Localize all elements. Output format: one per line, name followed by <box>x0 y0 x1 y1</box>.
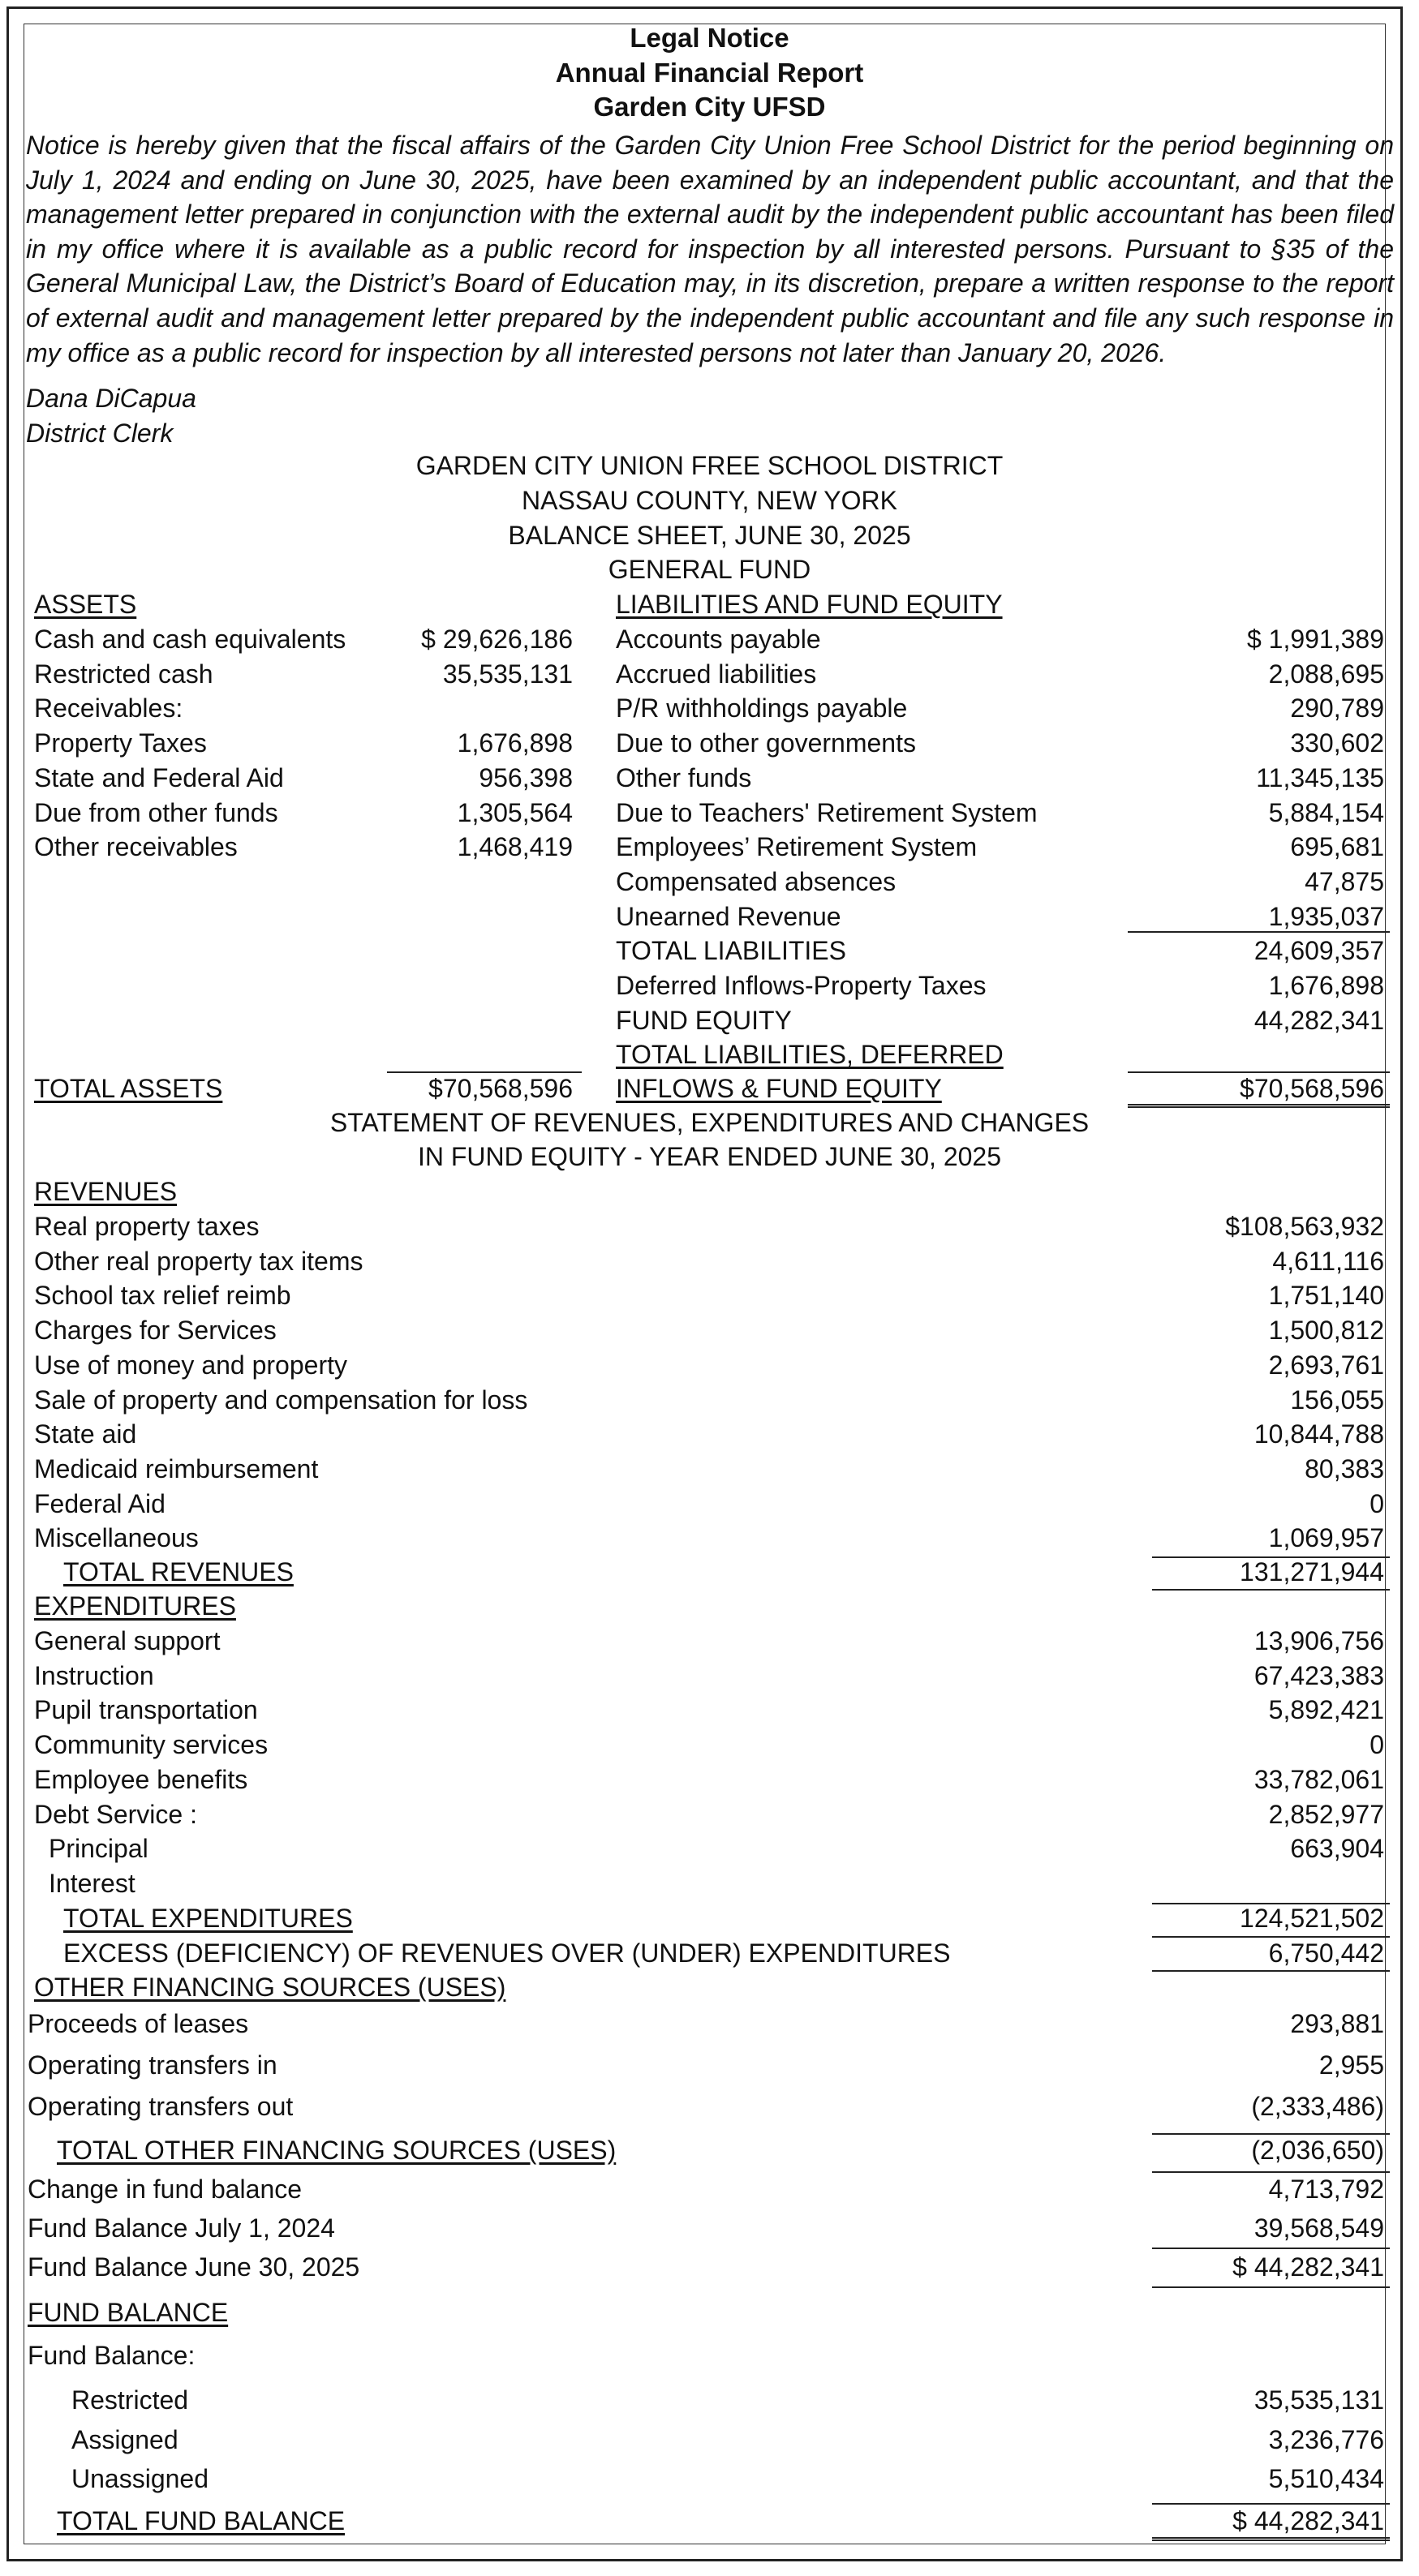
ofs-row-label: Operating transfers out <box>28 2092 294 2121</box>
excess-label: EXCESS (DEFICIENCY) OF REVENUES OVER (UNDER) EXPENDITURES <box>63 1938 951 1968</box>
liability-row-label: Deferred Inflows-Property Taxes <box>616 971 987 1000</box>
fb-end-label: Fund Balance June 30, 2025 <box>28 2252 360 2282</box>
liability-row-value: 11,345,135 <box>1256 762 1384 792</box>
liability-row-value: 330,602 <box>1290 728 1384 758</box>
expenditure-row-value: 2,852,977 <box>1268 1799 1384 1829</box>
asset-row-value: 956,398 <box>479 762 573 792</box>
total-liab-value: $70,568,596 <box>1240 1074 1384 1103</box>
liability-row-value: 24,609,357 <box>1253 936 1384 966</box>
change-value: 4,713,792 <box>1268 2175 1384 2204</box>
asset-row-value: $ 29,626,186 <box>421 625 573 654</box>
expenditure-row-value: 5,892,421 <box>1268 1695 1384 1725</box>
fb-begin-value: 39,568,549 <box>1253 2213 1384 2243</box>
liability-row-value: 44,282,341 <box>1253 1005 1384 1035</box>
bs-title-district: GARDEN CITY UNION FREE SCHOOL DISTRICT <box>415 451 1004 480</box>
fb-end-bottom-rule <box>1152 2286 1390 2288</box>
liabilities-subtotal-rule <box>1128 931 1390 933</box>
fund-balance-row-value: 5,510,434 <box>1268 2464 1384 2493</box>
signer-name: Dana DiCapua <box>26 384 196 413</box>
revenue-row-value: $108,563,932 <box>1225 1212 1384 1241</box>
fund-balance-row-value: 3,236,776 <box>1268 2424 1384 2454</box>
revenue-row-value: 1,500,812 <box>1268 1316 1384 1346</box>
notice-title: Legal Notice <box>630 23 789 53</box>
asset-row-value: 1,676,898 <box>457 728 573 758</box>
revenue-row-label: Medicaid reimbursement <box>34 1453 319 1483</box>
expenditure-row-label: Interest <box>49 1868 135 1898</box>
liability-row-value: 5,884,154 <box>1268 797 1384 827</box>
bs-title-date: BALANCE SHEET, JUNE 30, 2025 <box>508 521 911 550</box>
expenditure-row-value: 13,906,756 <box>1253 1626 1384 1655</box>
revenue-row-value: 156,055 <box>1290 1385 1384 1415</box>
asset-row-label: State and Federal Aid <box>34 762 284 792</box>
fund-balance-subheading: Fund Balance: <box>28 2341 196 2370</box>
asset-row-label: Due from other funds <box>34 797 278 827</box>
total-expenditures-value: 124,521,502 <box>1240 1904 1384 1933</box>
liability-row-value: 290,789 <box>1290 693 1384 723</box>
liability-row-label: P/R withholdings payable <box>616 693 908 723</box>
total-fund-balance-label: TOTAL FUND BALANCE <box>57 2506 346 2535</box>
fund-balance-double-rule <box>1152 2537 1390 2541</box>
revenue-row-value: 1,069,957 <box>1268 1523 1384 1553</box>
fb-end-rule <box>1152 2248 1390 2249</box>
liability-row-value: 2,088,695 <box>1268 659 1384 689</box>
liability-row-label: Accrued liabilities <box>616 659 817 689</box>
expenditure-row-label: General support <box>34 1626 221 1655</box>
total-liab-label-line1: TOTAL LIABILITIES, DEFERRED <box>616 1040 1004 1069</box>
total-expenditures-label: TOTAL EXPENDITURES <box>63 1904 353 1933</box>
liability-row-value: 1,935,037 <box>1268 901 1384 931</box>
revenue-row-label: Federal Aid <box>34 1488 166 1518</box>
liabilities-heading: LIABILITIES AND FUND EQUITY <box>616 590 1003 619</box>
ofs-row-value: 2,955 <box>1318 2050 1384 2080</box>
revenue-row-label: Miscellaneous <box>34 1523 199 1553</box>
total-fund-balance-value: $ 44,282,341 <box>1232 2506 1384 2535</box>
excess-bottom-rule <box>1152 1970 1390 1972</box>
expenditure-row-value: 33,782,061 <box>1253 1764 1384 1794</box>
total-assets-value: $70,568,596 <box>428 1074 573 1103</box>
total-revenues-label: TOTAL REVENUES <box>63 1557 294 1586</box>
total-ofs-value: (2,036,650) <box>1251 2136 1384 2165</box>
ofs-row-label: Operating transfers in <box>28 2050 277 2080</box>
asset-row-label: Receivables: <box>34 693 183 723</box>
revenue-row-label: Sale of property and compensation for loss <box>34 1385 528 1415</box>
expenditure-row-label: Employee benefits <box>34 1764 248 1794</box>
liability-row-label: Employees’ Retirement System <box>616 832 978 862</box>
asset-row-label: Cash and cash equivalents <box>34 625 346 654</box>
revenues-heading: REVENUES <box>34 1177 178 1206</box>
liability-row-value: 695,681 <box>1290 832 1384 862</box>
signer-title: District Clerk <box>26 419 174 448</box>
expenditure-row-label: Instruction <box>34 1660 154 1690</box>
change-label: Change in fund balance <box>28 2175 303 2204</box>
expenditure-row-value: 663,904 <box>1290 1834 1384 1864</box>
liability-row-label: Accounts payable <box>616 625 821 654</box>
liability-row-label: Due to Teachers' Retirement System <box>616 797 1038 827</box>
fund-balance-row-label: Unassigned <box>71 2464 209 2493</box>
ofs-row-value: (2,333,486) <box>1251 2092 1384 2121</box>
revenue-row-value: 1,751,140 <box>1268 1281 1384 1311</box>
statement-title-2: IN FUND EQUITY - YEAR ENDED JUNE 30, 2025 <box>417 1142 1001 1171</box>
bs-title-county: NASSAU COUNTY, NEW YORK <box>522 486 897 515</box>
total-liab-label-line2: INFLOWS & FUND EQUITY <box>616 1074 942 1103</box>
asset-row-value: 1,305,564 <box>457 797 573 827</box>
report-title: Annual Financial Report <box>555 58 864 88</box>
liability-row-label: Compensated absences <box>616 866 897 896</box>
asset-row-value: 1,468,419 <box>457 832 573 862</box>
revenue-row-value: 10,844,788 <box>1253 1419 1384 1449</box>
statement-title-1: STATEMENT OF REVENUES, EXPENDITURES AND CHANGES <box>329 1108 1090 1137</box>
liability-row-label: Due to other governments <box>616 728 916 758</box>
ofs-row-value: 293,881 <box>1290 2009 1384 2038</box>
assets-heading: ASSETS <box>34 590 137 619</box>
revenue-row-label: Charges for Services <box>34 1316 277 1346</box>
liability-row-label: TOTAL LIABILITIES <box>616 936 846 966</box>
liability-row-value: 1,676,898 <box>1268 971 1384 1000</box>
notice-paragraph: Notice is hereby given that the fiscal affairs of the Garden City Union Free School District for the period beginning on July 1, 2024 and ending on June 30, 2025, have been examined by an independent public accountant, and that the management letter prepared in conjunction with the external audit by the independent public accountant has been filed in my office where it is available as a public record for inspection by all interested persons. Pursuant to §35 of the General Municipal Law, the District’s Board of Education may, in its discretion, prepare a written response to the report of external audit and management letter prepared by the independent public accountant and file any such response in my office as a public record for inspection by all interested persons not later than January 20, 2026. <box>26 131 1394 367</box>
district-title: Garden City UFSD <box>593 92 826 122</box>
asset-row-label: Property Taxes <box>34 728 207 758</box>
liability-row-label: Unearned Revenue <box>616 901 841 931</box>
fb-end-value: $ 44,282,341 <box>1232 2252 1384 2282</box>
asset-row-value: 35,535,131 <box>442 659 573 689</box>
total-ofs-label: TOTAL OTHER FINANCING SOURCES (USES) <box>57 2136 617 2165</box>
expenditure-row-value: 67,423,383 <box>1253 1660 1384 1690</box>
revenue-row-label: Other real property tax items <box>34 1246 363 1276</box>
fund-balance-heading: FUND BALANCE <box>28 2298 229 2327</box>
asset-row-label: Other receivables <box>34 832 238 862</box>
revenue-row-label: School tax relief reimb <box>34 1281 291 1311</box>
excess-value: 6,750,442 <box>1268 1938 1384 1968</box>
total-assets-label: TOTAL ASSETS <box>34 1074 223 1103</box>
revenue-row-label: Use of money and property <box>34 1350 347 1380</box>
expenditure-row-label: Principal <box>49 1834 148 1864</box>
asset-row-label: Restricted cash <box>34 659 213 689</box>
ofs-row-label: Proceeds of leases <box>28 2009 249 2038</box>
expenditure-row-value: 0 <box>1370 1730 1384 1760</box>
liability-row-label: FUND EQUITY <box>616 1005 792 1035</box>
liability-row-value: 47,875 <box>1305 866 1384 896</box>
fund-balance-row-label: Restricted <box>71 2385 189 2415</box>
liability-row-value: $ 1,991,389 <box>1246 625 1384 654</box>
ofs-heading: OTHER FINANCING SOURCES (USES) <box>34 1973 506 2002</box>
fund-balance-row-value: 35,535,131 <box>1253 2385 1384 2415</box>
expenditures-heading: EXPENDITURES <box>34 1591 236 1621</box>
total-revenues-value: 131,271,944 <box>1240 1557 1384 1586</box>
revenue-row-label: State aid <box>34 1419 137 1449</box>
revenue-row-value: 0 <box>1370 1488 1384 1518</box>
expenditure-row-label: Pupil transportation <box>34 1695 258 1725</box>
bs-title-fund: GENERAL FUND <box>608 555 811 584</box>
revenues-total-bottom-rule <box>1152 1589 1390 1591</box>
revenue-row-value: 4,611,116 <box>1272 1246 1384 1276</box>
fund-balance-row-label: Assigned <box>71 2424 178 2454</box>
revenue-row-value: 80,383 <box>1305 1453 1384 1483</box>
fb-begin-label: Fund Balance July 1, 2024 <box>28 2213 335 2243</box>
revenue-row-value: 2,693,761 <box>1268 1350 1384 1380</box>
expenditure-row-label: Community services <box>34 1730 269 1760</box>
liability-row-label: Other funds <box>616 762 752 792</box>
revenue-row-label: Real property taxes <box>34 1212 260 1241</box>
expenditure-row-label: Debt Service : <box>34 1799 197 1829</box>
